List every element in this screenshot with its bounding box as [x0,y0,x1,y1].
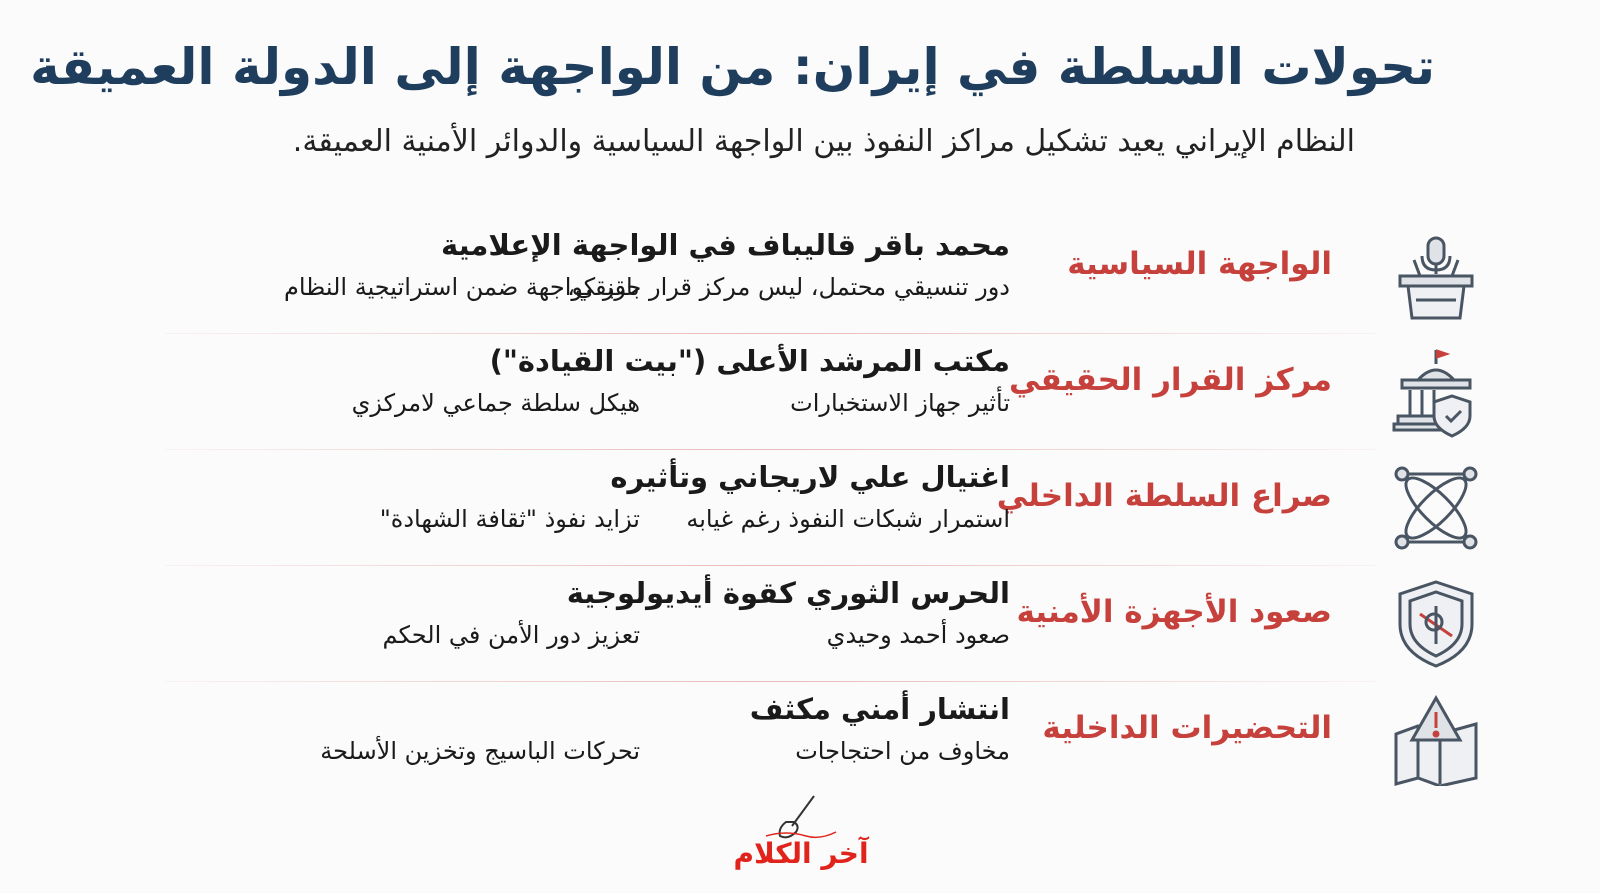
row-heading: انتشار أمني مكثف [749,692,1010,726]
row-point: تحركات الباسيج وتخزين الأسلحة [320,737,640,765]
row-point: دور تنسيقي محتمل، ليس مركز قرار حقيقي، [567,273,1010,301]
row-political-facade [0,218,1600,334]
government-building-shield-icon [1390,346,1482,438]
podium-microphone-icon [1390,230,1482,322]
row-heading: محمد باقر قاليباف في الواجهة الإعلامية [440,228,1010,262]
row-internal-power-struggle [0,450,1600,566]
warning-map-icon [1390,694,1482,786]
row-point: هيكل سلطة جماعي لامركزي [351,389,640,417]
row-point: استمرار شبكات النفوذ رغم غيابه [686,505,1010,533]
row-internal-preparations [0,682,1600,798]
row-rise-of-security-apparatus [0,566,1600,682]
logo-text: آخر الكلام [733,837,869,870]
page-title: تحولات السلطة في إيران: من الواجهة إلى الدولة العميقة [30,38,1435,96]
category-label: الواجهة السياسية [1067,246,1332,282]
irgc-emblem-shield-icon [1390,578,1482,670]
category-label: صعود الأجهزة الأمنية [1016,594,1332,630]
row-point: تأثير جهاز الاستخبارات [790,389,1010,417]
row-heading: اغتيال علي لاريجاني وتأثيره [610,460,1010,494]
page-subtitle: النظام الإيراني يعيد تشكيل مراكز النفوذ بين الواجهة السياسية والدوائر الأمنية العميقة. [292,124,1355,159]
category-label: صراع السلطة الداخلي [996,478,1332,514]
network-orbit-icon [1390,462,1482,554]
row-real-decision-center [0,334,1600,450]
brand-logo [716,792,886,878]
category-label: التحضيرات الداخلية [1042,710,1332,746]
row-point: صعود أحمد وحيدي [826,621,1010,649]
row-heading: الحرس الثوري كقوة أيديولوجية [566,576,1010,610]
row-heading: مكتب المرشد الأعلى ("بيت القيادة") [489,344,1010,378]
category-label: مركز القرار الحقيقي [1009,362,1332,398]
row-point: بارز كواجهة ضمن استراتيجية النظام [283,273,640,301]
row-point: تعزيز دور الأمن في الحكم [382,621,640,649]
row-point: مخاوف من احتجاجات [795,737,1010,765]
row-point: تزايد نفوذ "ثقافة الشهادة" [379,505,640,533]
hand-pen-icon [756,792,846,842]
